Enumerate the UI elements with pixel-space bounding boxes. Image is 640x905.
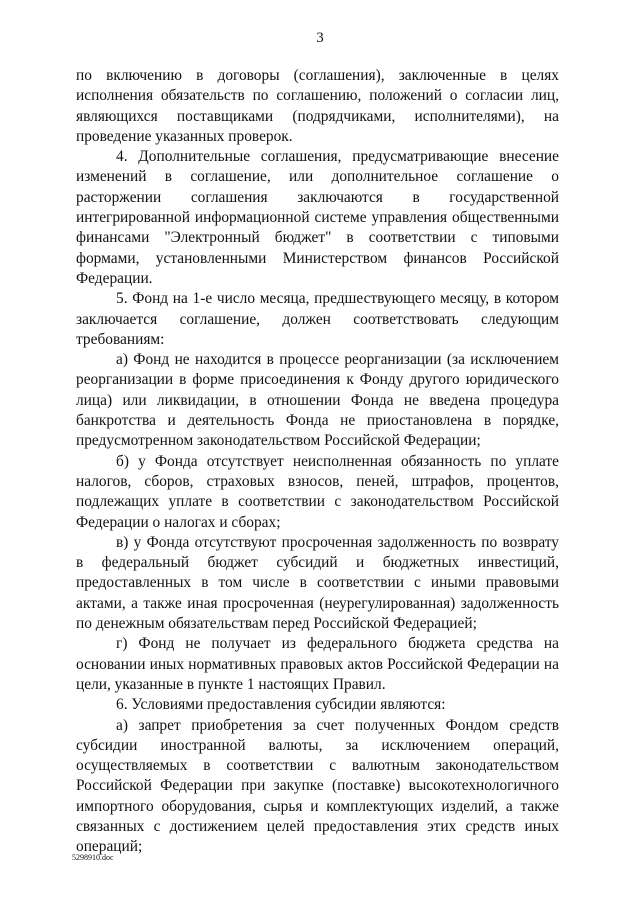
- document-body: [76, 66, 559, 858]
- paragraph-item-5v: в) у Фонда отсутствуют просроченная задолженность по возврату в федеральный бюджет субсидий и бюджетных инвестиций, предоставленных в том числе в соответствии с иными правовыми актами, а также иная просроченная (неурегулированная) задолженность по денежным обязательствам перед Российской Федерацией;: [76, 533, 559, 633]
- paragraph-item-5: 5. Фонд на 1-е число месяца, предшествующего месяцу, в котором заключается соглашение, должен соответствовать следующим требованиям:: [76, 290, 559, 348]
- paragraph-item-5b: б) у Фонда отсутствует неисполненная обязанность по уплате налогов, сборов, страховых взносов, пеней, штрафов, процентов, подлежащих уплате в соответствии с законодательством Российской Федерации о налогах и сборах;: [76, 452, 559, 531]
- paragraph-item-5a: а) Фонд не находится в процессе реорганизации (за исключением реорганизации в форме присоединения к Фонду другого юридического лица) или ликвидации, в отношении Фонда не введена процедура банкротства и деятельность Фонда не приостановлена в порядке, предусмотренном законодательством Российской Федерации;: [76, 351, 559, 450]
- paragraph-item-6: 6. Условиями предоставления субсидии являются:: [116, 696, 446, 714]
- footer-file-name: 5298910.doc: [72, 853, 114, 862]
- paragraph-item-5g: г) Фонд не получает из федерального бюджета средства на основании иных нормативных правовых актов Российской Федерации на цели, указанные в пункте 1 настоящих Правил.: [76, 635, 559, 693]
- paragraph-item-6a: а) запрет приобретения за счет полученных Фондом средств субсидии иностранной валюты, за исключением операций, осуществляемых в соответствии с валютным законодательством Российской Федерации при закупке (поставке) высокотехнологичного импортного оборудования, сырья и комплектующих изделий, а также связанных с достижением целей предоставления этих средств иных операций;: [76, 716, 559, 856]
- page-number: 3: [316, 30, 324, 46]
- paragraph-item-4: 4. Дополнительные соглашения, предусматривающие внесение изменений в соглашение, или дополнительное соглашение о расторжении соглашения заключаются в государственной интегрированной информационной системе управления общественными финансами "Электронный бюджет" в соответствии с типовыми формами, установленными Министерством финансов Российской Федерации.: [76, 148, 559, 287]
- paragraph-continuation: по включению в договоры (соглашения), заключенные в целях исполнения обязательств по соглашению, положений о согласии лиц, являющихся поставщиками (подрядчиками, исполнителями), на проведение указанных проверок.: [76, 67, 559, 145]
